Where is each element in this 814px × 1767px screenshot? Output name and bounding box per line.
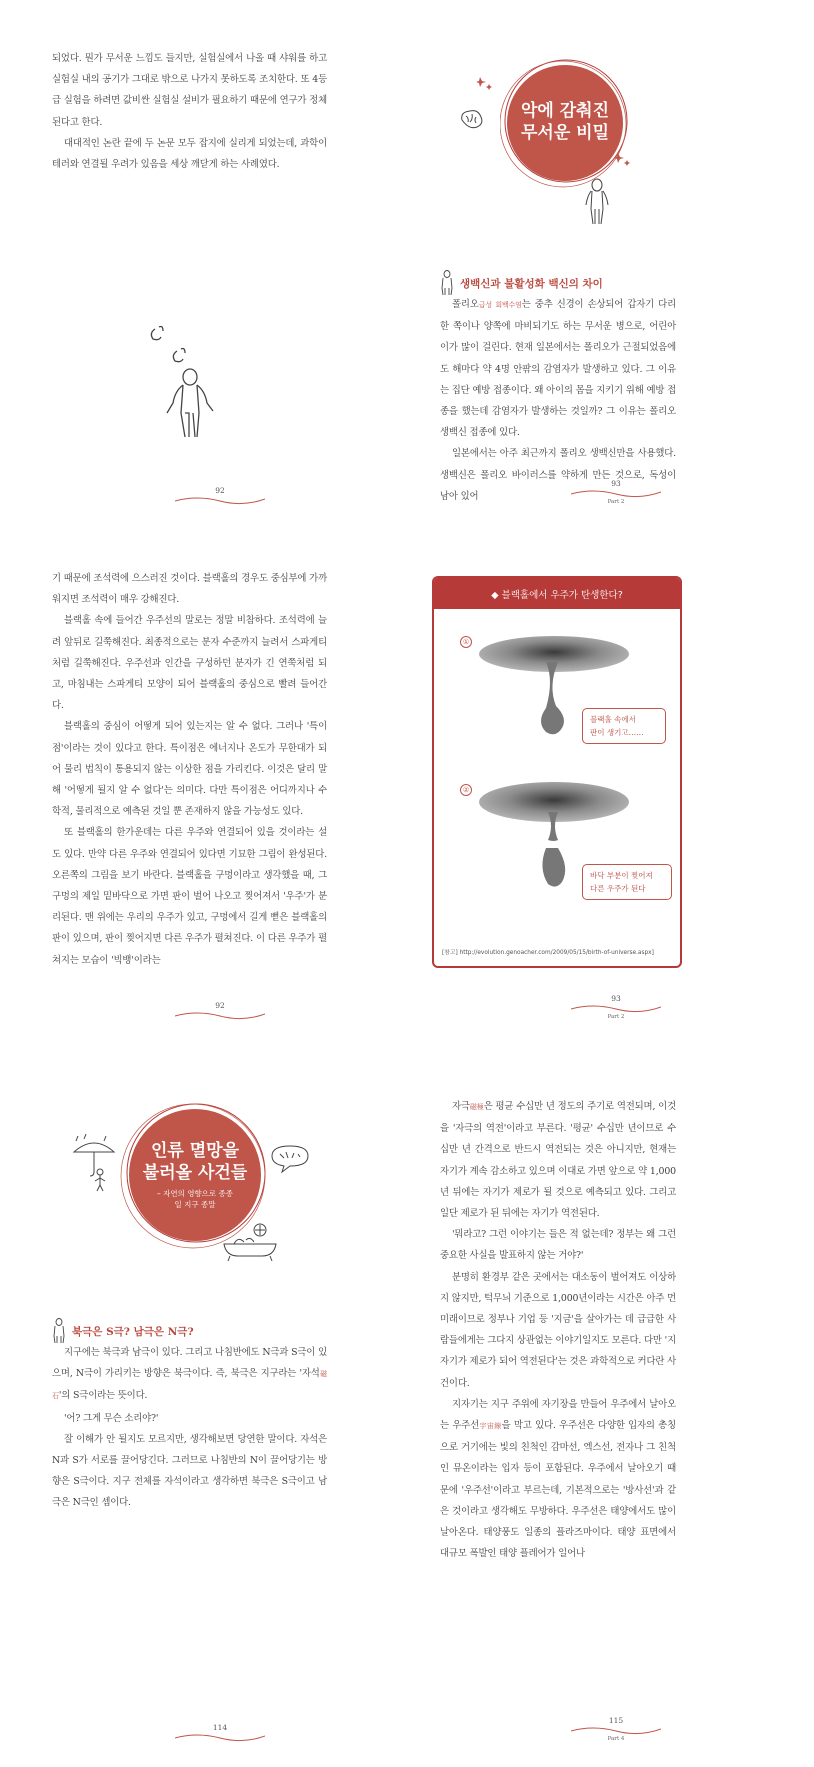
paragraph: 블랙홀의 중심이 어떻게 되어 있는지는 알 수 없다. 그러나 '특이점'이라는 것이 있다고 한다. 특이점은 에너지나 온도가 무한대가 되어 물리 법칙이 통용되지 않는 이상한 점을 가리킨다. 이것은 달리 말해 '어떻게 될지 알 수 없다'는 의미다. 다만 특이점은 어디까지나 수학적, 물리적으로 예측된 것일 뿐 존재하지 않을 가능성도 있다. <box>52 721 327 818</box>
astronaut-icon <box>52 1318 66 1344</box>
annotation: 宇宙線 <box>478 1422 502 1431</box>
left-page <box>30 1072 410 1742</box>
page-footer <box>426 479 806 505</box>
right-page <box>440 0 814 505</box>
paragraph: 폴리오급성 회백수염는 중추 신경이 손상되어 갑자기 다리 한 쪽이나 양쪽에 마비되기도 하는 무서운 병으로, 어린아이가 많이 걸린다. 현재 일본에서는 폴리오가 근절되었음에도 해마다 약 4명 안팎의 감염자가 발생하고 있다. 그 이유는 집단 예방 접종이다. 왜 아이의 몸을 지키기 위해 예방 접종을 했는데 감염자가 발생하는 것일까? 그 이유는 폴리오 생백신 접종에 있다. <box>440 299 676 439</box>
chapter-title-line: 무서운 비밀 <box>520 123 610 143</box>
spread-2 <box>0 560 814 1038</box>
callout: 바닥 부분이 찢어져 다른 우주가 된다 <box>582 864 672 900</box>
page-footer <box>30 486 410 505</box>
page-footer <box>426 1716 806 1742</box>
paragraph: 되었다. 뭔가 무서운 느낌도 들지만, 실험실에서 나올 때 샤워를 하고 실험실 내의 공기가 그대로 밖으로 나가지 못하도록 조치한다. 또 4등급 실험을 하려면 값비싼 실험실 설비가 필요하기 때문에 연구가 정체된다고 한다. <box>52 53 327 128</box>
brain-icon <box>458 108 484 130</box>
page-number: 93 <box>611 994 621 1003</box>
bathtub-icon <box>220 1222 280 1262</box>
page-number: 92 <box>215 486 225 495</box>
right-page <box>440 560 814 1020</box>
section-heading <box>440 270 676 296</box>
figure-number: ② <box>460 784 472 796</box>
page-number: 114 <box>212 1723 228 1732</box>
annotation: 磁石 <box>52 1370 327 1401</box>
right-page <box>440 1072 814 1742</box>
section-heading <box>52 1318 327 1344</box>
figure-number: ① <box>460 636 472 648</box>
paragraph: 일본에서는 아주 최근까지 폴리오 생백신만을 사용했다. 생백신은 폴리오 바이러스를 약하게 만든 것으로, 독성이 남아 있어 <box>440 448 676 502</box>
figure-box <box>432 576 682 968</box>
speech-bubble-icon <box>268 1142 312 1174</box>
paragraph: 지자기는 지구 주위에 자기장을 만들어 우주에서 날아오는 우주선宇宙線을 막고 있다. 우주선은 다양한 입자의 총칭으로 거기에는 빛의 친척인 감마선, 엑스선, 전자나 그 친척인 뮤온이라는 입자 등이 포함된다. 우주에서 날아오기 때문에 '우주선'이라고 부르는데, 기본적으로는 '방사선'과 같은 것이라고 생각해도 무방하다. 우주선은 태양에서도 많이 날아온다. 태양풍도 일종의 플라즈마이다. 태양 표면에서 대규모 폭발인 태양 플레어가 일어나 <box>440 1398 676 1560</box>
spread-1 <box>0 0 814 520</box>
part-label: Part 4 <box>607 1736 625 1742</box>
chapter-subtitle: 일 지구 종말 <box>174 1200 216 1209</box>
sparkle-icon <box>476 74 494 92</box>
callout: 블랙홀 속에서 판이 생기고…… <box>582 708 666 744</box>
chapter-title-line: 인류 멸망을 <box>150 1141 240 1161</box>
left-page <box>30 0 410 505</box>
left-page <box>30 560 410 1020</box>
paragraph: 잘 이해가 안 될지도 모르지만, 생각해보면 당연한 말이다. 자석은 N과 S가 서로를 끌어당긴다. 그러므로 나침반의 N이 끌어당기는 방향은 S극이다. 지구 전체를 자석이라고 생각하면 북극은 S극이고 남극은 N극인 셈이다. <box>52 1433 327 1509</box>
paragraph: 또 블랙홀의 한가운데는 다른 우주와 연결되어 있을 것이라는 설도 있다. 만약 다른 우주와 연결되어 있다면 기묘한 그림이 완성된다. 오른쪽의 그림을 보기 바란다. 블랙홀을 구멍이라고 생각했을 때, 그 구멍의 제일 밑바닥으로 가면 판이 벌어 나오고 찢어져서 '우주'가 분리된다. 맨 위에는 우리의 우주가 있고, 구멍에서 길게 뻗은 블랙홀의 판이 있으며, 판이 찢어지면 다른 우주가 펼쳐진다. 이 다른 우주가 펼쳐지는 모습이 '빅뱅'이라는 <box>52 827 327 966</box>
paragraph: 대대적인 논란 끝에 두 논문 모두 잡지에 실리게 되었는데, 과학이 테러와 연결될 우려가 있음을 세상 깨닫게 하는 사례였다. <box>52 137 327 171</box>
paragraph: 기 때문에 조석력에 으스러진 것이다. 블랙홀의 경우도 중심부에 가까워지면 조석력이 매우 강해진다. <box>52 573 327 606</box>
spread-3 <box>0 1072 814 1767</box>
paragraph: 자극磁極은 평균 수십만 년 정도의 주기로 역전되며, 이것을 '자극의 역전'이라고 부른다. '평균' 수십만 년이므로 수십만 년 간격으로 반드시 역전되는 것은 아니지만, 현재는 자기가 계속 감소하고 있으며 이대로 가면 앞으로 약 1,000년 뒤에는 자기가 제로가 될 것으로 예측되고 있다. 그리고 일단 제로가 된 뒤에는 자기가 역전된다. <box>440 1101 676 1220</box>
paragraph: '뭐라고? 그런 이야기는 들은 적 없는데? 정부는 왜 그런 중요한 사실을 발표하지 않는 거야?' <box>440 1229 676 1262</box>
section-heading-text: 생백신과 불활성화 백신의 차이 <box>460 277 603 290</box>
page-number: 115 <box>608 1716 624 1725</box>
figure-title: ◆ 블랙홀에서 우주가 탄생한다? <box>434 578 680 609</box>
sparkle-icon <box>614 150 632 168</box>
astronaut-icon <box>582 178 612 226</box>
annotation: 급성 회백수염 <box>478 301 522 309</box>
paragraph: 블랙홀 속에 들어간 우주선의 말로는 정말 비참하다. 조석력에 늘려 앞뒤로 길쭉해진다. 최종적으로는 분자 수준까지 늘려서 스파게티처럼 길쭉해진다. 우주선과 인간을 구성하던 분자가 긴 연쭉처럼 되고, 마침내는 스파게티 모양이 되어 블랙홀의 중심으로 빨려 들어간다. <box>52 615 327 712</box>
part-label: Part 2 <box>607 499 625 505</box>
page-footer <box>30 1723 410 1742</box>
part-label: Part 2 <box>607 1014 625 1020</box>
paragraph: '어? 그게 무슨 소리야?' <box>64 1412 159 1424</box>
chapter-title-line: 악에 감춰진 <box>520 101 610 121</box>
page-footer <box>30 1001 410 1020</box>
paragraph: 분명히 환경부 같은 곳에서는 대소동이 벌어져도 이상하지 않지만, 턱무늬 기준으로 1,000년이라는 시간은 아주 먼 미래이므로 정부나 기업 등 '지금'을 살아가는 데 급급한 사람들에게는 그다지 상관없는 이야기일지도 모른다. 다만 '지자기가 제로가 되어 역전된다'는 것은 과학적으로 커다란 사건이다. <box>440 1271 676 1389</box>
chapter-title-line: 불러올 사건들 <box>142 1163 248 1183</box>
chapter-subtitle: – 자연의 영향으로 종종 <box>156 1189 234 1198</box>
astronaut-icon <box>440 270 454 296</box>
section-heading-text: 북극은 S극? 남극은 N극? <box>72 1325 194 1338</box>
page-footer <box>426 994 806 1020</box>
page-number: 92 <box>215 1001 225 1010</box>
chapter-title-circle <box>500 58 630 188</box>
paragraph: 지구에는 북극과 남극이 있다. 그리고 나침반에도 N극과 S극이 있으며, N극이 가리키는 방향은 북극이다. 즉, 북극은 지구라는 '자석磁石'의 S극이라는 뜻이다. <box>52 1347 327 1402</box>
figure-source: [참고] http://evolution.genoacher.com/2009/05/15/birth-of-universe.aspx] <box>442 950 654 956</box>
rain-umbrella-icon <box>70 1132 118 1192</box>
annotation: 磁極 <box>469 1103 484 1111</box>
page-number: 93 <box>611 479 621 488</box>
floating-astronaut-icon <box>145 315 215 445</box>
